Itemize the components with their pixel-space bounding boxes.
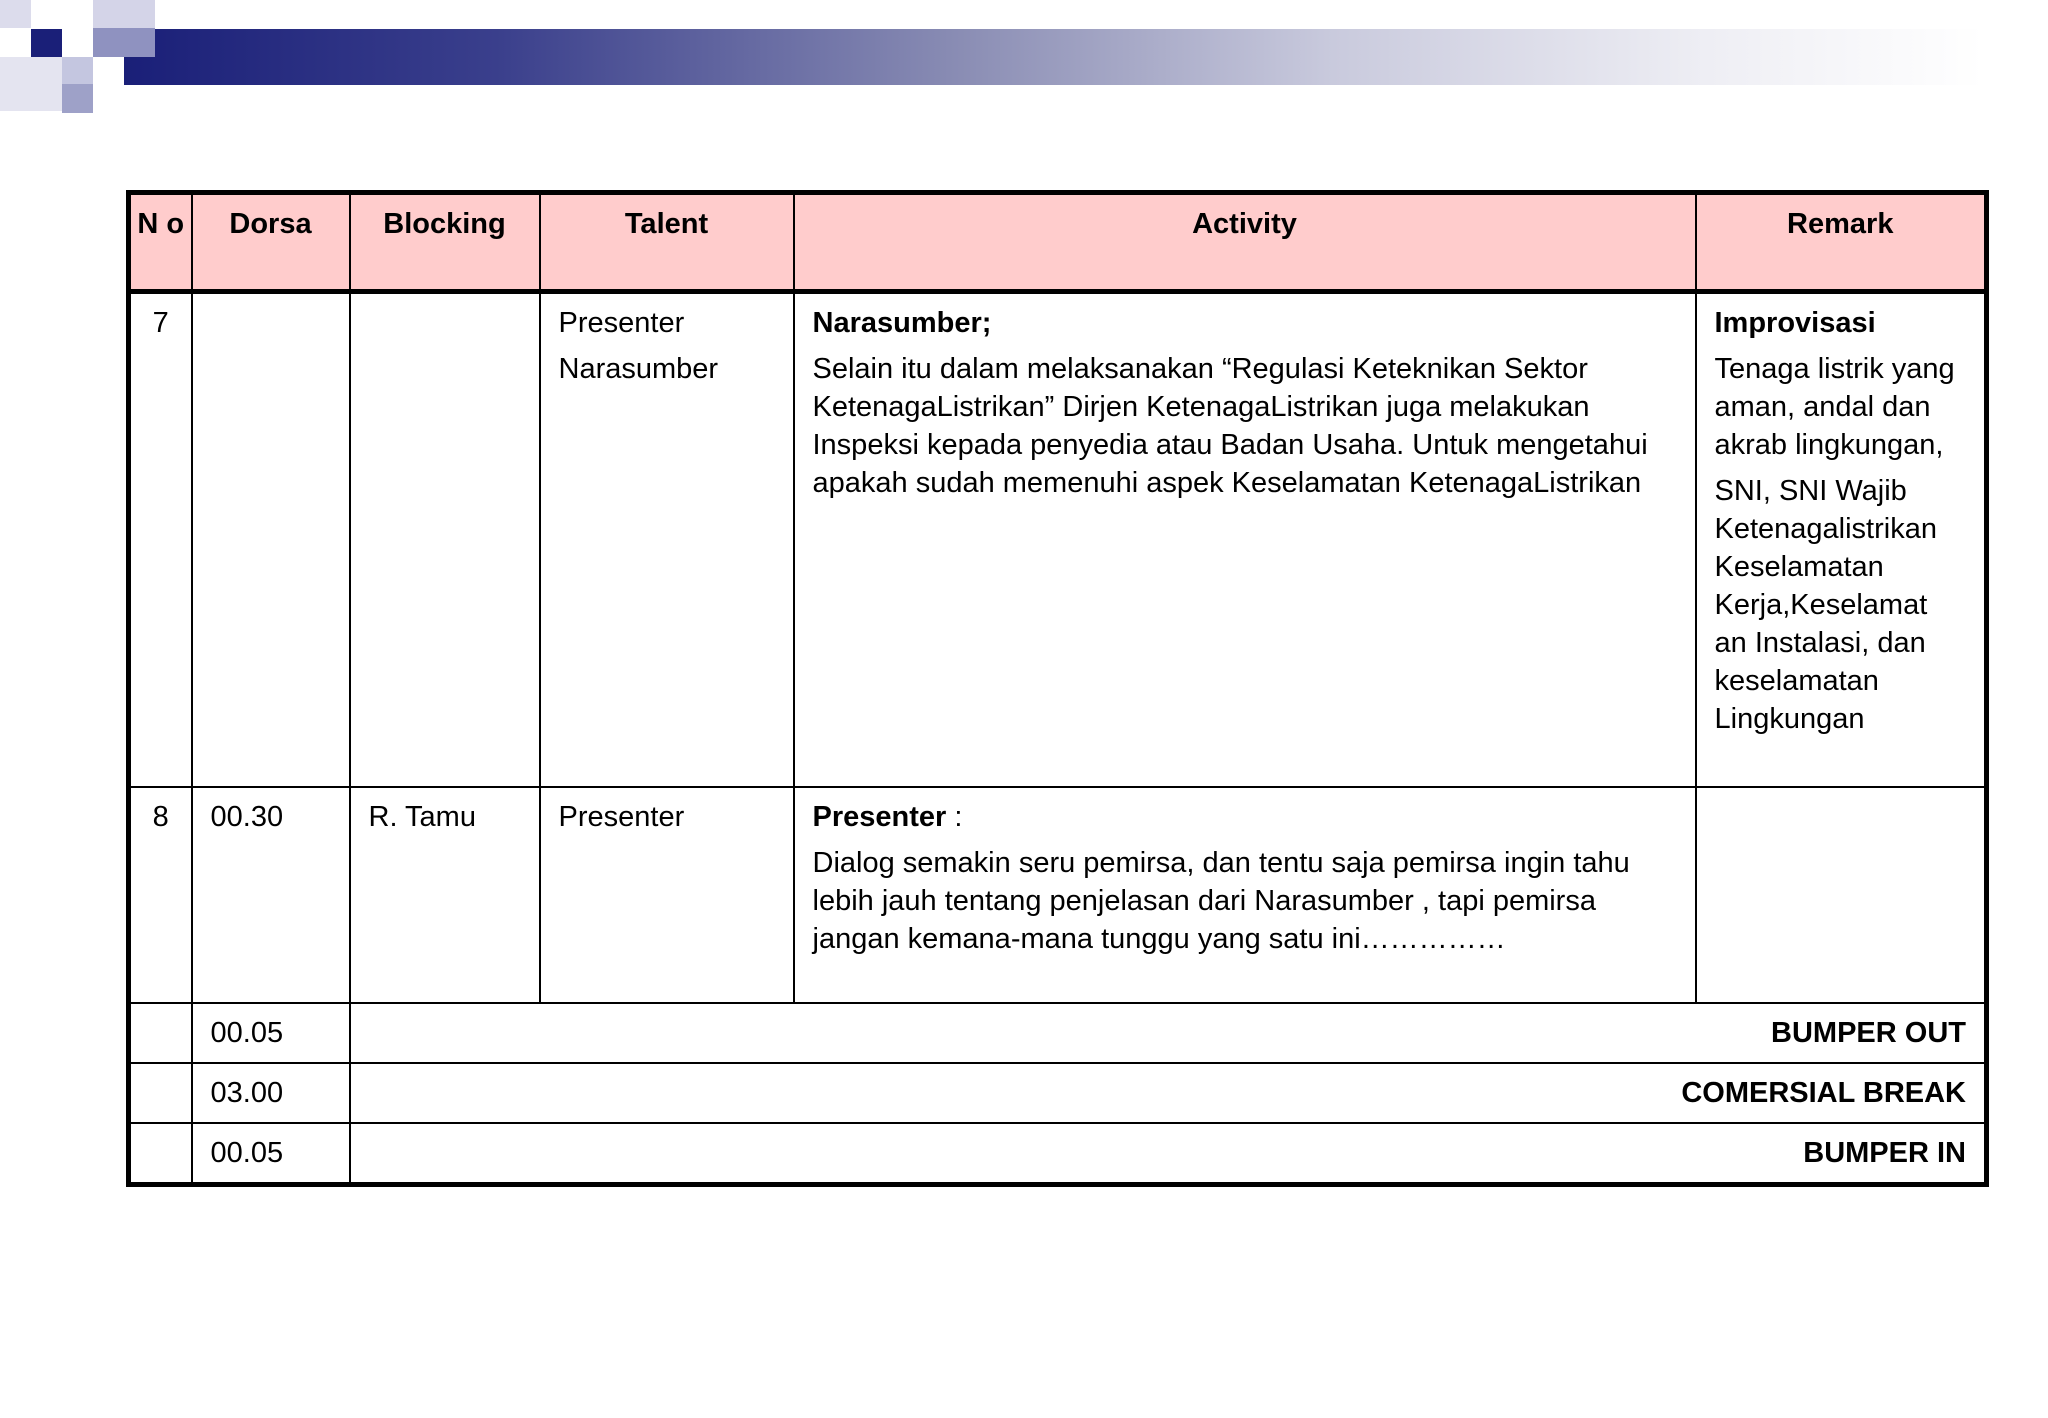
talent-name: Presenter xyxy=(558,801,685,833)
header-remark: Remark xyxy=(1696,193,1987,292)
header-blocking: Blocking xyxy=(350,193,540,292)
decor-square xyxy=(93,28,155,57)
segment-label: COMERSIAL BREAK xyxy=(350,1063,1987,1123)
table-row xyxy=(129,787,1987,1003)
cell-dorsa: 03.00 xyxy=(192,1063,350,1123)
cell-no xyxy=(129,1123,192,1185)
activity-text: Selain itu dalam melaksanakan “Regulasi Keteknikan Sektor KetenagaListrikan” Dirjen KetenagaListrikan juga melakukan Inspeksi kepada penyedia atau Badan Usaha. Untuk mengetahui apakah sudah memenuhi aspek Keselamatan KetenagaListrikan xyxy=(812,353,1648,499)
decor-square xyxy=(62,57,93,84)
segment-row xyxy=(129,1123,1987,1185)
cell-blocking: R. Tamu xyxy=(350,787,540,1003)
decor-square xyxy=(0,57,62,111)
segment-label: BUMPER IN xyxy=(350,1123,1987,1185)
talent-name: Narasumber xyxy=(558,353,719,385)
cell-activity xyxy=(794,787,1696,1003)
segment-row xyxy=(129,1003,1987,1063)
header-gradient-band xyxy=(124,29,1984,85)
activity-title-line xyxy=(813,798,1677,836)
cell-no: 8 xyxy=(129,787,192,1003)
cell-no xyxy=(129,1003,192,1063)
segment-label: BUMPER OUT xyxy=(350,1003,1987,1063)
activity-title-suffix: : xyxy=(946,801,963,833)
header-dorsa: Dorsa xyxy=(192,193,350,292)
cell-talent xyxy=(540,787,794,1003)
remark-title: Improvisasi xyxy=(1714,307,1876,339)
activity-text: Dialog semakin seru pemirsa, dan tentu saja pemirsa ingin tahu lebih jauh tentang penjelasan dari Narasumber , tapi pemirsa jangan kemana-mana tunggu yang satu ini…………… xyxy=(812,847,1630,955)
table-header-row xyxy=(129,193,1987,292)
segment-row xyxy=(129,1063,1987,1123)
table-row xyxy=(129,292,1987,788)
cell-remark xyxy=(1696,292,1987,788)
cell-blocking xyxy=(350,292,540,788)
cell-dorsa: 00.05 xyxy=(192,1003,350,1063)
cell-dorsa xyxy=(192,292,350,788)
remark-text: Tenaga listrik yang aman, andal dan akrab lingkungan, xyxy=(1714,353,1955,461)
decor-square xyxy=(93,0,155,28)
activity-title: Narasumber; xyxy=(812,307,992,339)
header-no: N o xyxy=(129,193,192,292)
cell-no xyxy=(129,1063,192,1123)
activity-title: Presenter xyxy=(812,801,947,833)
cell-talent xyxy=(540,292,794,788)
header-activity: Activity xyxy=(794,193,1696,292)
remark-text: SNI, SNI Wajib Ketenagalistrikan Keselamatan Kerja,Keselamat an Instalasi, dan keselamatan Lingkungan xyxy=(1714,475,1937,735)
cell-remark xyxy=(1696,787,1987,1003)
header-talent: Talent xyxy=(540,193,794,292)
cell-no: 7 xyxy=(129,292,192,788)
cell-dorsa: 00.05 xyxy=(192,1123,350,1185)
decor-square xyxy=(62,84,93,113)
rundown-table xyxy=(126,190,1989,1187)
cell-activity xyxy=(794,292,1696,788)
cell-dorsa: 00.30 xyxy=(192,787,350,1003)
talent-name: Presenter xyxy=(558,307,685,339)
decor-square xyxy=(31,29,62,57)
decor-square xyxy=(0,0,31,28)
